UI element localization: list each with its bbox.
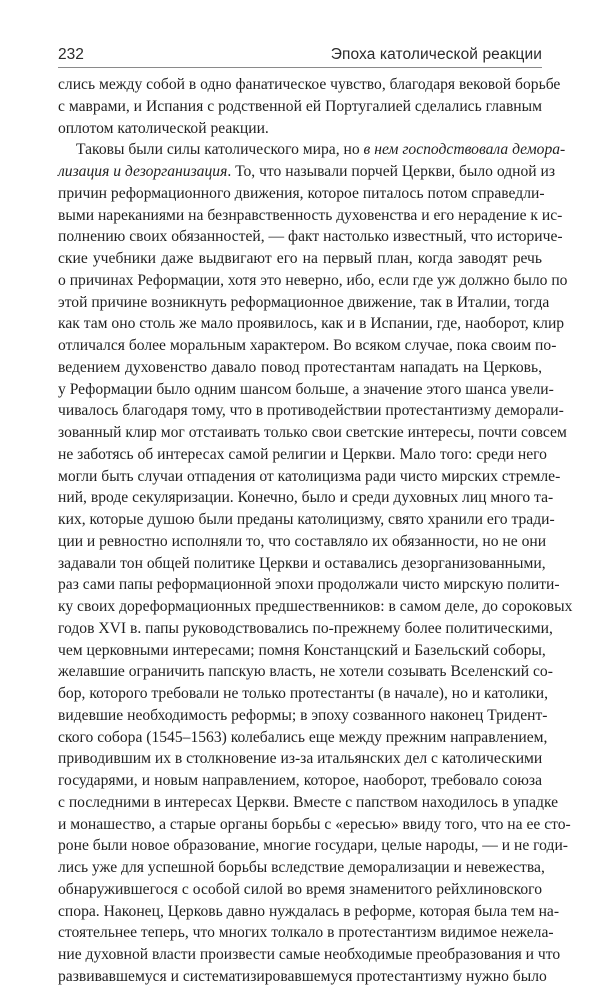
paragraph <box>58 74 561 139</box>
running-title: Эпоха католической реакции <box>330 46 542 63</box>
text-line: чем церковными интересами; помня Констанцский и Базельский соборы, <box>58 641 546 659</box>
page-number: 232 <box>58 46 84 63</box>
text-line: отличался более моральным характером. Во всяком случае, пока своим по- <box>58 337 557 354</box>
text-line: зованный клир мог отстаивать только свои светские интересы, почти совсем <box>58 424 567 441</box>
text-line: могли быть случаи отпадения от католицизма ради чисто мирских стремле- <box>58 467 561 485</box>
text-line: чивалось благодаря тому, что в противодействии протестантизму деморали- <box>58 402 564 420</box>
text-line: ких, которые душою были преданы католицизму, свято хранили его тради- <box>58 511 555 528</box>
text-line: у Реформации было одним шансом больше, а значение этого шанса увели- <box>58 380 554 398</box>
text-line: обнаружившегося с особой силой во время знаменитого рейхлиновского <box>58 880 542 898</box>
text-line: и монашество, а старые органы борьбы с «ересью» ввиду того, что на ее сто- <box>58 815 571 833</box>
text-line: как там оно столь же мало проявилось, как и в Испании, где, наоборот, клир <box>58 315 565 333</box>
text-line: ний, вроде секуляризации. Конечно, было и среди духовных лиц много та- <box>58 489 554 507</box>
text-line <box>58 161 556 183</box>
text-line: роне были новое образование, многие государи, целые народы, — и не годи- <box>58 837 568 855</box>
italic-emphasis: в нем господствовала демора- <box>363 141 566 159</box>
text-line: спора. Наконец, Церковь давно нуждалась в реформе, которая была тем на- <box>58 902 560 920</box>
text-line: приводившим их в столкновение из-за итальянских дел с католическими <box>58 750 543 768</box>
text-line: ции и ревностно исполняли то, что составляло их обязанности, но не они <box>58 532 547 550</box>
paragraph-lines <box>58 183 573 988</box>
page-header <box>58 38 542 68</box>
text-line: с последними в интересах Церкви. Вместе с папством находилось в упадке <box>58 793 559 811</box>
text-line: выми нареканиями на безнравственность духовенства и его нерадение к ис- <box>58 206 563 224</box>
text-line: этой причине возникнуть реформационное движение, так в Италии, тогда <box>58 293 550 311</box>
text-line: видевшие необходимость реформы; в эпоху созванного наконец Тридент- <box>58 706 548 724</box>
text-line: задавали тон общей политике Церкви и оставались дезорганизованными, <box>58 554 546 572</box>
text-line: ку своих дореформационных предшественников: в самом деле, до сороковых <box>58 598 573 615</box>
text-line: полнению своих обязанностей, — факт настолько известный, что историче- <box>58 228 563 246</box>
header-rule <box>58 67 542 68</box>
text-line: о причинах Реформации, хотя это неверно, ибо, если где уж должно было по <box>58 271 568 289</box>
text-run: . То, что называли порчей Церкви, было одной из <box>227 163 556 180</box>
text-line: с маврами, и Испания с родственной ей Португалией сделались главным <box>58 97 542 115</box>
paragraph <box>58 139 573 987</box>
text-line: ские учебники даже выдвигают его на первый план, когда заводят речь <box>58 250 542 267</box>
body-text <box>58 74 573 988</box>
text-line: раз сами папы реформационной эпохи продолжали чисто мирскую полити- <box>58 576 560 594</box>
text-line: ведением духовенство давало повод протестантам нападать на Церковь, <box>58 358 542 376</box>
text-line: бор, которого требовали не только протестанты (в начале), но и католики, <box>58 685 549 702</box>
text-line <box>58 139 566 161</box>
text-line: оплотом католической реакции. <box>58 119 269 137</box>
text-line: желавшие ограничить папскую власть, не хотели созывать Вселенский со- <box>58 663 553 681</box>
text-run: Таковы были силы католического мира, но <box>76 141 364 159</box>
text-line: годов XVI в. папы руководствовались по-прежнему более политическими, <box>58 619 553 637</box>
text-line: стоятельнее теперь, что многих толкало в протестантизм видимое нежела- <box>58 924 554 942</box>
text-line: развивавшемуся и систематизировавшемуся протестантизму нужно было <box>58 967 547 985</box>
text-line: слись между собой в одно фанатическое чувство, благодаря вековой борьбе <box>58 76 561 93</box>
text-line: лись уже для успешной борьбы вследствие деморализации и невежества, <box>58 859 545 876</box>
text-line: причин реформационного движения, которое питалось потом справедли- <box>58 184 545 202</box>
italic-emphasis: лизация и дезорганизация <box>58 163 228 180</box>
text-line: государями, и новым направлением, которое, наоборот, требовало союза <box>58 772 542 789</box>
text-line: ние духовной власти произвести самые необходимые преобразования и что <box>58 946 561 963</box>
text-line: не заботясь об интересах самой религии и Церкви. Мало того: среди него <box>58 445 547 463</box>
text-line: ского собора (1545–1563) колебались еще между прежним направлением, <box>58 728 548 746</box>
